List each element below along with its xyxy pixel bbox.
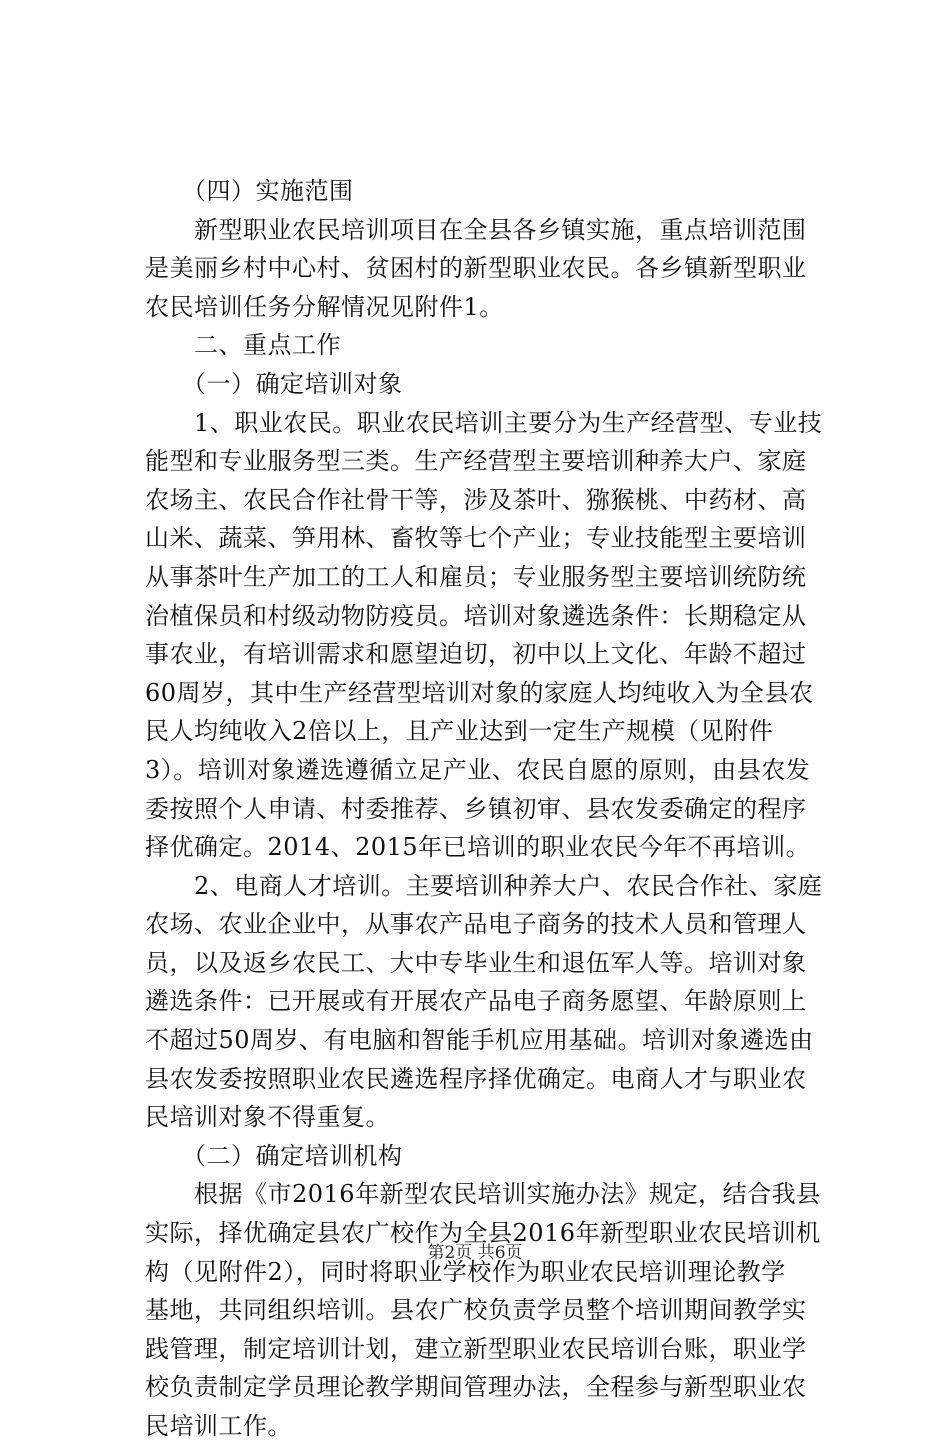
text-line: 二、重点工作 [145,331,341,360]
text-line: 事农业，有培训需求和愿望迫切，初中以上文化、年龄不超过 [145,640,807,669]
text-line: 农场主、农民合作社骨干等，涉及茶叶、猕猴桃、中药材、高 [145,485,807,514]
text-line: 农民培训任务分解情况见附件1。 [145,292,504,321]
text-line: 择优确定。2014、2015年已培训的职业农民今年不再培训。 [145,833,811,862]
text-line: 60周岁，其中生产经营型培训对象的家庭人均纯收入为全县农 [145,678,814,707]
text-line: 基地，共同组织培训。县农广校负责学员整个培训期间教学实 [145,1296,807,1325]
text-line: 实际，择优确定县农广校作为全县2016年新型职业农民培训机 [145,1219,821,1248]
text-line: 遴选条件：已开展或有开展农产品电子商务愿望、年龄原则上 [145,987,807,1016]
text-line: 山米、蔬菜、笋用林、畜牧等七个产业；专业技能型主要培训 [145,524,807,553]
text-line: 新型职业农民培训项目在全县各乡镇实施，重点培训范围 [145,215,807,244]
text-line: 3）。培训对象遴选遵循立足产业、农民自愿的原则，由县农发 [145,755,811,784]
text-line: 践管理，制定培训计划，建立新型职业农民培训台账，职业学 [145,1334,807,1363]
text-line: 构（见附件2），同时将职业学校作为职业农民培训理论教学 [145,1257,786,1286]
text-line: 从事茶叶生产加工的工人和雇员；专业服务型主要培训统防统 [145,562,807,591]
text-line: （二）确定培训机构 [145,1141,403,1170]
text-line: 校负责制定学员理论教学期间管理办法，全程参与新型职业农 [145,1373,807,1402]
text-line: 员，以及返乡农民工、大中专毕业生和退伍军人等。培训对象 [145,948,807,977]
text-line: 1、职业农民。职业农民培训主要分为生产经营型、专业技 [145,408,823,437]
text-line: 民培训对象不得重复。 [145,1103,390,1132]
text-line: （四）实施范围 [145,177,354,205]
text-line: （一）确定培训对象 [145,369,403,398]
text-line: 委按照个人申请、村委推荐、乡镇初审、县农发委确定的程序 [145,794,807,823]
text-line: 是美丽乡村中心村、贫困村的新型职业农民。各乡镇新型职业 [145,254,807,283]
text-line: 县农发委按照职业农民遴选程序择优确定。电商人才与职业农 [145,1064,807,1093]
text-line: 根据《市2016年新型农民培训实施办法》规定，结合我县 [145,1180,821,1209]
text-line: 治植保员和村级动物防疫员。培训对象遴选条件：长期稳定从 [145,601,807,630]
text-line: 能型和专业服务型三类。生产经营型主要培训种养大户、家庭 [145,447,807,476]
text-line: 民培训工作。 [145,1412,292,1440]
text-line: 2、电商人才培训。主要培训种养大户、农民合作社、家庭 [145,871,823,900]
page-footer: 第2页 共6页 [427,1243,523,1263]
text-line: 不超过50周岁、有电脑和智能手机应用基础。培训对象遴选由 [145,1026,814,1055]
text-line: 农场、农业企业中，从事农产品电子商务的技术人员和管理人 [145,910,807,939]
text-line: 民人均纯收入2倍以上，且产业达到一定生产规模（见附件 [145,717,774,746]
